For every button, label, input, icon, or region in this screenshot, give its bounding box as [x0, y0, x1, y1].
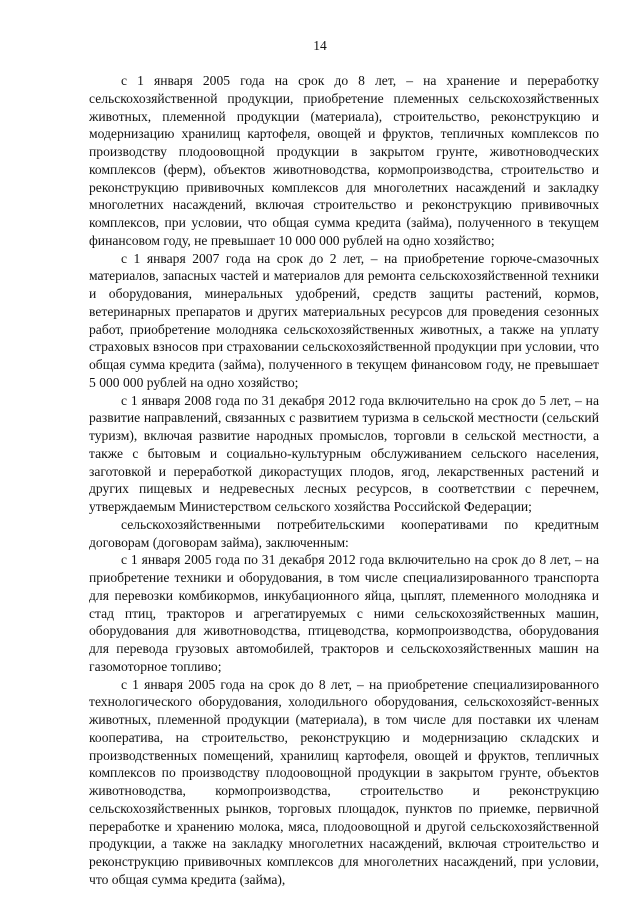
paragraph-2: с 1 января 2007 года на срок до 2 лет, – на приобретение горюче-смазочных материалов, запасных частей и материалов для ремонта сельскохозяйственной техники и оборудования, минеральных удобрений, средств защиты растений, кормов, ветеринарных препаратов и других материальных ресурсов для проведения сезонных работ, приобретение молодняка сельскохозяйственных животных, а также на уплату страховых взносов при страховании сельскохозяйственной продукции при условии, что общая сумма кредита (займа), полученного в текущем финансовом году, не превышает 5 000 000 рублей на одно хозяйство; [89, 250, 599, 390]
paragraph-4: сельскохозяйственными потребительскими кооперативами по кредитным договорам (договорам займа), заключенным: [89, 516, 599, 550]
paragraph-3: с 1 января 2008 года по 31 декабря 2012 года включительно на срок до 5 лет, – на развитие направлений, связанных с развитием туризма в сельской местности (сельский туризм), включая развитие народных промыслов, торговли в сельской местности, а также с бытовым и социально-культурным обслуживанием сельского населения, заготовкой и переработкой дикорастущих плодов, ягод, лекарственных растений и других пищевых и недревесных лесных ресурсов, в соответствии с перечнем, утверждаемым Министерством сельского хозяйства Российской Федерации; [89, 392, 599, 514]
page-number: 14 [313, 38, 327, 53]
paragraph-5: с 1 января 2005 года по 31 декабря 2012 года включительно на срок до 8 лет, – на приобретение техники и оборудования, в том числе специализированного транспорта для перевозки комбикормов, инкубационного яйца, цыплят, племенного молодняка и стад птиц, тракторов и агрегатируемых с ними сельскохозяйственных машин, оборудования для животноводства, птицеводства, кормопроизводства, оборудования для перевода грузовых автомобилей, тракторов и сельскохозяйственных машин на газомоторное топливо; [89, 552, 599, 674]
document-body [89, 72, 599, 889]
paragraph-1: с 1 января 2005 года на срок до 8 лет, – на хранение и переработку сельскохозяйственной продукции, приобретение племенных сельскохозяйственных животных, племенной продукции (материала), строительство, реконструкцию и модернизацию хранилищ картофеля, овощей и фруктов, тепличных комплексов по производству плодоовощной продукции в закрытом грунте, животноводческих комплексов (ферм), объектов животноводства, кормопроизводства, строительство и реконструкцию прививочных комплексов для многолетних насаждений и закладку многолетних насаждений, включая строительство и реконструкцию прививочных комплексов, при условии, что общая сумма кредита (займа), полученного в текущем финансовом году, не превышает 10 000 000 рублей на одно хозяйство; [89, 73, 599, 248]
paragraph-6: с 1 января 2005 года на срок до 8 лет, – на приобретение специализированного технологического оборудования, холодильного оборудования, сельскохозяйст-венных животных, племенной продукции (материала), в том числе для поставки их членам кооператива, на строительство, реконструкцию и модернизацию складских и производственных помещений, хранилищ картофеля, овощей и фруктов, тепличных комплексов по производству плодоовощной продукции в закрытом грунте, объектов животноводства, кормопроизводства, строительство и реконструкцию сельскохозяйственных рынков, торговых площадок, пунктов по приемке, первичной переработке и хранению молока, мяса, плодоовощной и другой сельскохозяйственной продукции, а также на закладку многолетних насаждений, включая строительство и реконструкцию прививочных комплексов для многолетних насаждений, при условии, что общая сумма кредита (займа), [89, 676, 599, 887]
